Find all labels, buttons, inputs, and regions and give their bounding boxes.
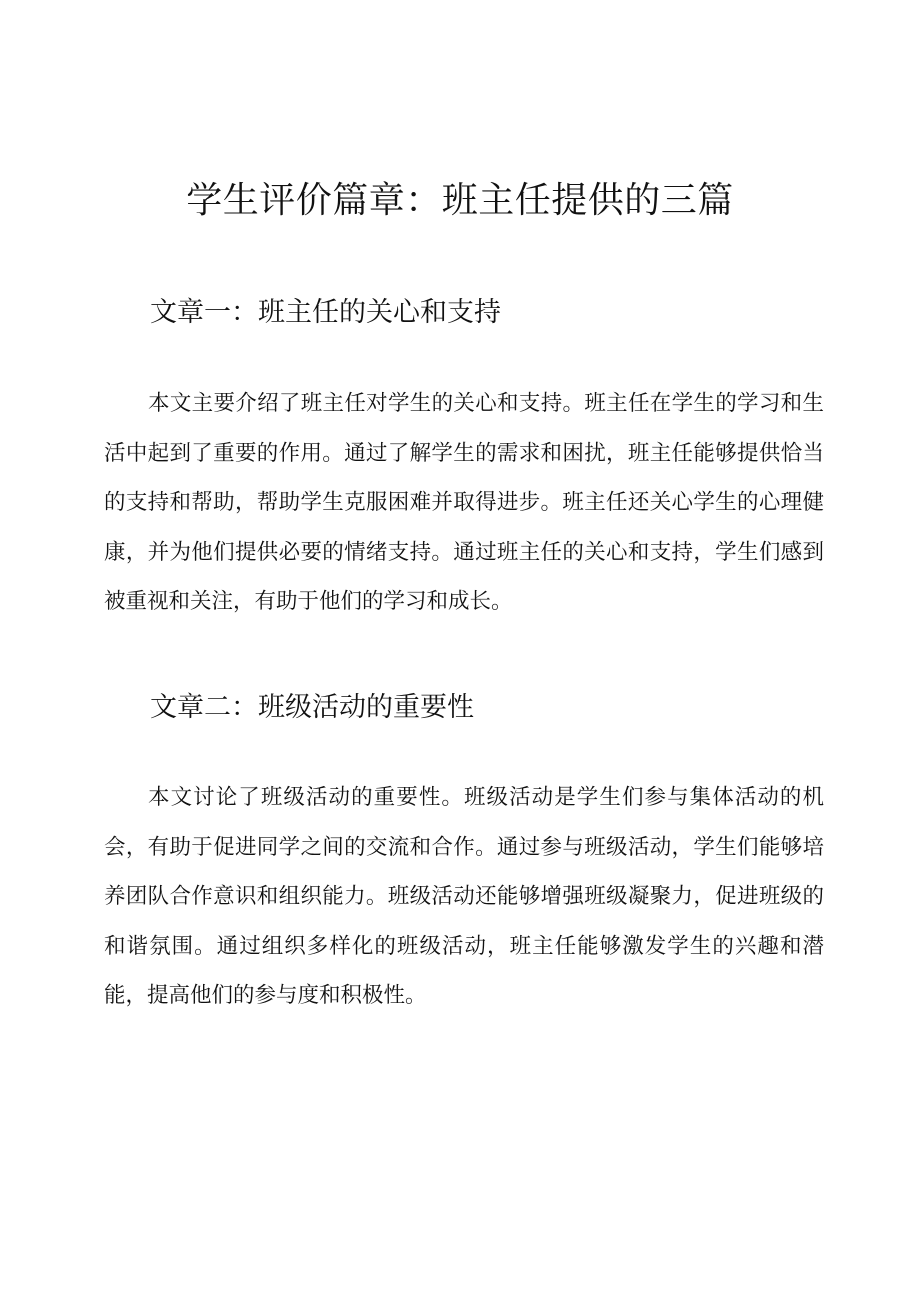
section-body-2: 本文讨论了班级活动的重要性。班级活动是学生们参与集体活动的机会，有助于促进同学之间的交流和合作。通过参与班级活动，学生们能够培养团队合作意识和组织能力。班级活动还能够增强班级凝聚力，促进班级的和谐氛围。通过组织多样化的班级活动，班主任能够激发学生的兴趣和潜能，提高他们的参与度和积极性。 xyxy=(104,785,824,1008)
section-body-1: 本文主要介绍了班主任对学生的关心和支持。班主任在学生的学习和生活中起到了重要的作用。通过了解学生的需求和困扰，班主任能够提供恰当的支持和帮助，帮助学生克服困难并取得进步。班主任还关心学生的心理健康，并为他们提供必要的情绪支持。通过班主任的关心和支持，学生们感到被重视和关注，有助于他们的学习和成长。 xyxy=(104,391,824,614)
section-heading-1: 文章一：班主任的关心和支持 xyxy=(150,297,501,328)
section-heading-2: 文章二：班级活动的重要性 xyxy=(150,692,474,723)
document-title: 学生评价篇章：班主任提供的三篇 xyxy=(186,180,734,221)
